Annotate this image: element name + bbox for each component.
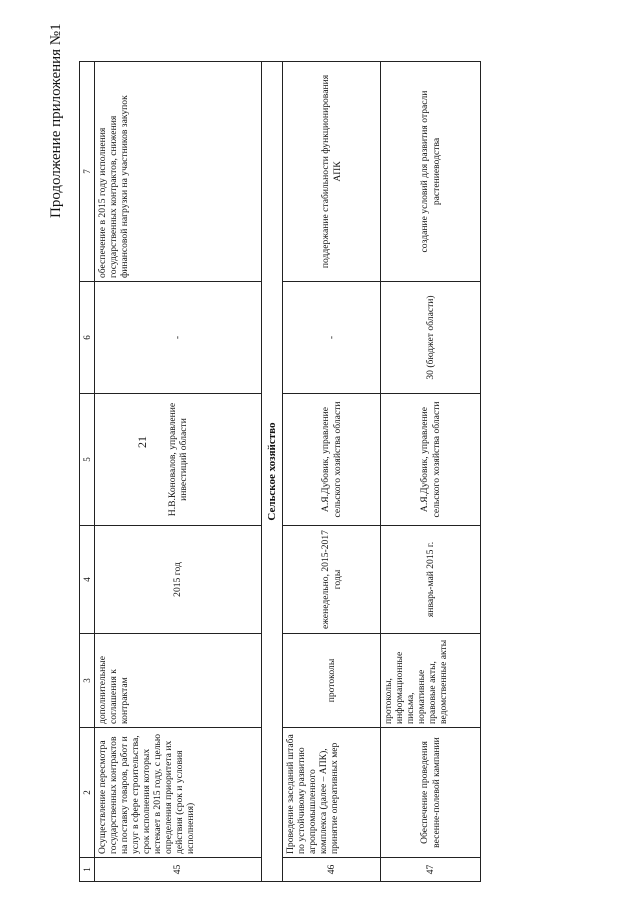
section-row [262, 62, 283, 882]
measures-table [79, 61, 481, 882]
appendix-title [40, 18, 72, 218]
result-form-cell: протоколы, информационные письма, нормативные правовые акты, ведомственные акты [381, 634, 481, 728]
column-header: 2 [80, 728, 95, 858]
expected-result-cell: обеспечение в 2015 году исполнения государственных контрактов, снижения финансовой нагрузки на участников закупок [95, 62, 262, 282]
column-header: 6 [80, 282, 95, 394]
row-number: 47 [381, 858, 481, 882]
table-row [381, 62, 481, 882]
measure-cell: Обеспечение проведения весенне-полевой кампании [381, 728, 481, 858]
deadline-cell: январь-май 2015 г. [381, 526, 481, 634]
page-number-text: 21 [135, 436, 149, 448]
result-form-cell: протоколы [283, 634, 381, 728]
deadline-cell: еженедельно, 2015-2017 годы [283, 526, 381, 634]
column-header: 1 [80, 858, 95, 882]
row-number: 45 [95, 858, 262, 882]
row-number: 46 [283, 858, 381, 882]
section-title: Сельское хозяйство [262, 62, 283, 882]
expected-result-cell: поддержание стабильности функционирования АПК [283, 62, 381, 282]
deadline-cell: 2015 год [95, 526, 262, 634]
funding-cell: - [95, 282, 262, 394]
measure-cell: Проведение заседаний штаба по устойчивому развитию агропромышленного комплекса (далее – АПК), принятие оперативных мер [283, 728, 381, 858]
appendix-title-text: Продолжение приложения №1 [48, 23, 64, 218]
table-row [95, 62, 262, 882]
responsible-cell: А.Я.Дубовик, управление сельского хозяйства области [283, 394, 381, 526]
funding-cell: 30 (бюджет области) [381, 282, 481, 394]
responsible-cell: Н.В.Коновалов, управление инвестиций области [95, 394, 262, 526]
responsible-cell: А.Я.Дубовик, управление сельского хозяйства области [381, 394, 481, 526]
column-header: 7 [80, 62, 95, 282]
table-container [79, 62, 491, 882]
column-header: 4 [80, 526, 95, 634]
result-form-cell: дополнительные соглашения к контрактам [95, 634, 262, 728]
column-header: 3 [80, 634, 95, 728]
funding-cell: - [283, 282, 381, 394]
measure-cell: Осуществление пересмотра государственных контрактов на поставку товаров, работ и услуг в сфере строительства, срок исполнения которых истекает в 2015 году, с целью определения приоритета их действия (срок и условия исполнения) [95, 728, 262, 858]
table-row [283, 62, 381, 882]
column-header: 5 [80, 394, 95, 526]
expected-result-cell: создание условий для развития отрасли растениеводства [381, 62, 481, 282]
header-row [80, 62, 95, 882]
